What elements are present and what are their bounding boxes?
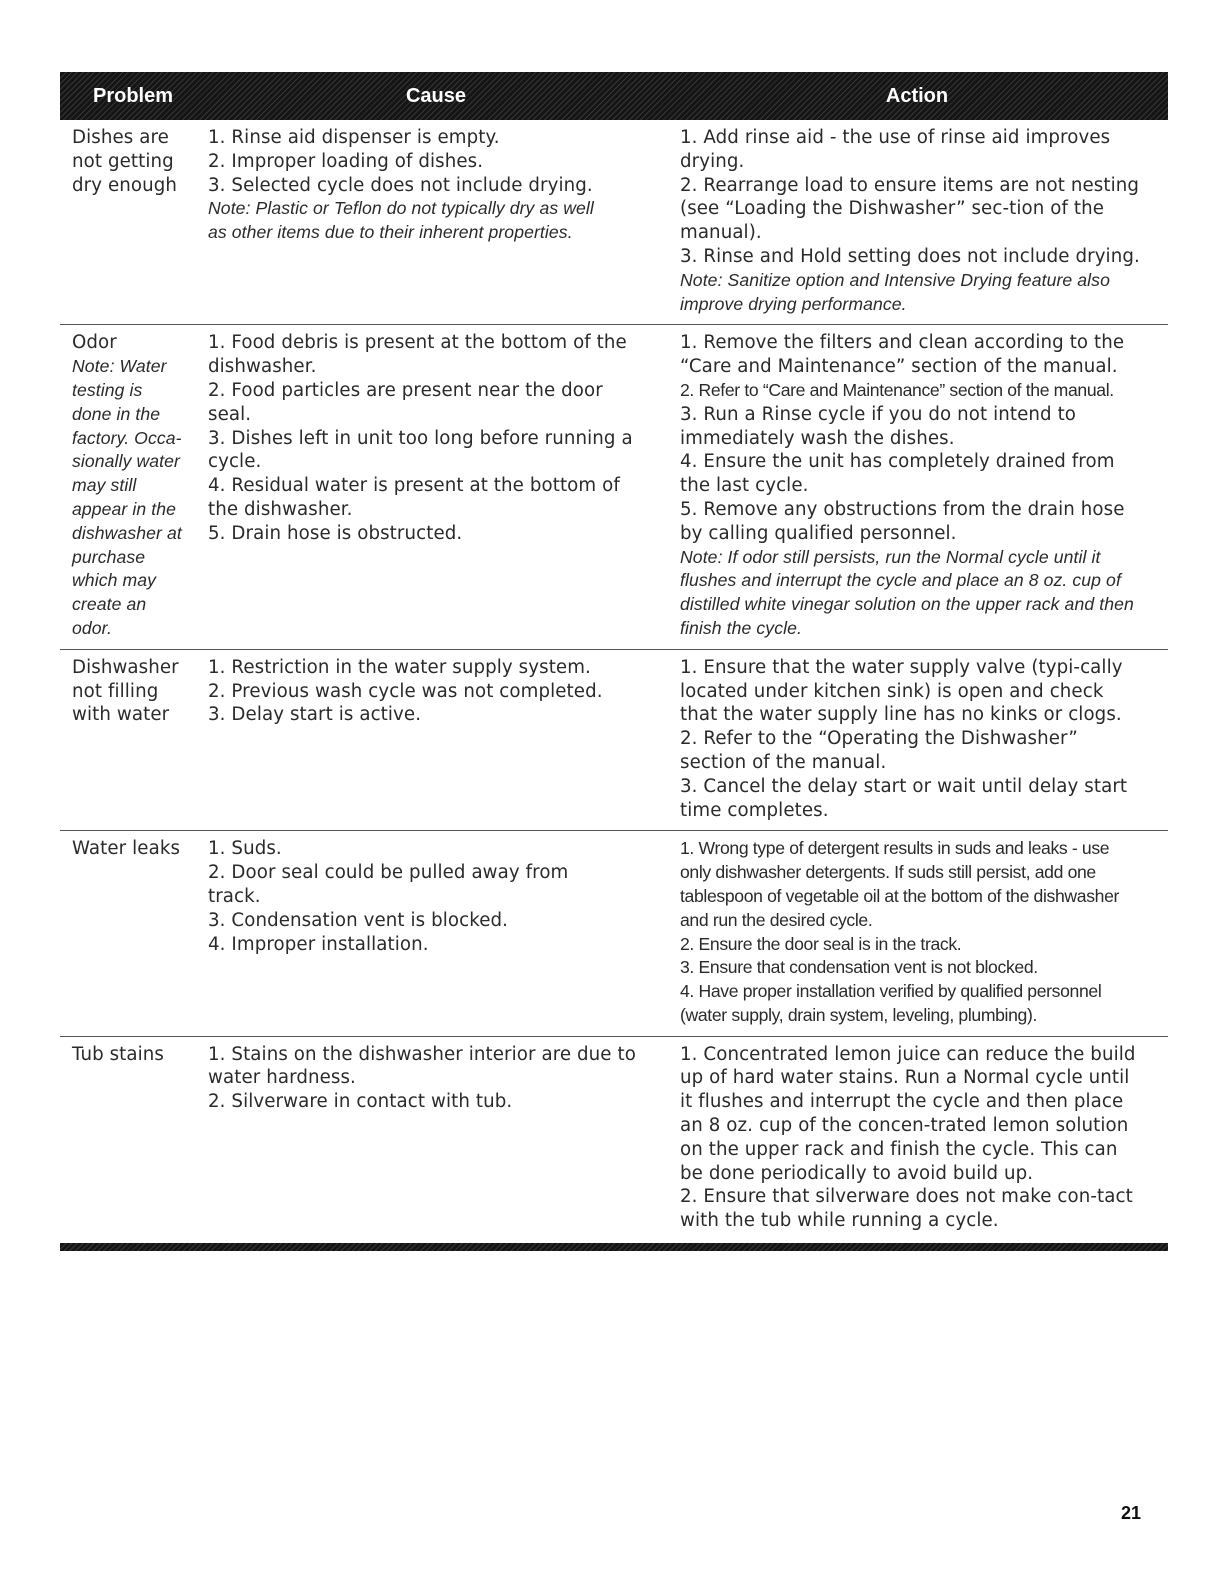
- action-cell: [680, 331, 1168, 640]
- cause-item: 1. Restriction in the water supply system.: [208, 656, 591, 678]
- action-item: 2. Ensure the door seal is in the track.: [680, 933, 962, 954]
- action-item: 1. Add rinse aid - the use of rinse aid improves drying.: [680, 127, 1111, 172]
- header-action: Action: [885, 84, 949, 107]
- table-row: [60, 831, 1168, 1036]
- problem-text: dry enough: [72, 174, 178, 196]
- action-item: 2. Refer to the “Operating the Dishwasher” section of the manual.: [680, 728, 1078, 773]
- action-item: 1. Remove the filters and clean according to the “Care and Maintenance” section of the manual.: [680, 332, 1125, 378]
- cause-item: 1. Stains on the dishwasher interior are due to water hardness.: [208, 1043, 636, 1089]
- cause-item: 4. Residual water is present at the bottom of the dishwasher.: [208, 475, 620, 520]
- problem-cell: [60, 331, 208, 640]
- header-problem: Problem: [92, 84, 174, 107]
- problem-text: Water leaks: [72, 838, 181, 860]
- header-cause: Cause: [405, 84, 467, 107]
- action-item: 1. Wrong type of detergent results in suds and leaks - use only dishwasher detergents. If suds still persist, add one tablespoon of vegetable oil at the bottom of the dishwasher and run the desired cycle.: [680, 838, 1120, 930]
- problem-text: Tub stains: [72, 1043, 165, 1065]
- cause-note: as other items due to their inherent properties.: [208, 222, 573, 243]
- problem-note: dishwasher at: [72, 522, 182, 543]
- table-row: [60, 120, 1168, 325]
- cause-cell: [208, 1043, 680, 1233]
- problem-text: Odor: [72, 332, 117, 354]
- action-cell: [680, 656, 1168, 823]
- problem-text: not getting: [72, 150, 174, 172]
- cause-item: 2. Door seal could be pulled away from track.: [208, 862, 569, 907]
- cause-cell: [208, 837, 680, 1027]
- action-item: 4. Ensure the unit has completely drained from the last cycle.: [680, 451, 1115, 497]
- table-row: [60, 650, 1168, 832]
- cause-item: 1. Rinse aid dispenser is empty.: [208, 127, 500, 148]
- problem-note: may still: [72, 475, 137, 496]
- problem-note: appear in the: [72, 498, 177, 519]
- action-item: 1. Concentrated lemon juice can reduce the build up of hard water stains. Run a Normal cycle until it flushes and interrupt the cycle and then place an 8 oz. cup of the concen-trated lemon solution on the upper rack and finish the cycle. This can be done periodically to avoid build up.: [680, 1043, 1136, 1184]
- action-cell: [680, 126, 1168, 316]
- problem-cell: [60, 126, 208, 316]
- problem-note: testing is: [72, 379, 143, 400]
- action-item: 3. Rinse and Hold setting does not include drying.: [680, 245, 1140, 267]
- table-row: [60, 1037, 1168, 1241]
- problem-text: not filling: [72, 680, 159, 702]
- problem-cell: [60, 656, 208, 823]
- action-note: Note: Sanitize option and Intensive Drying feature also improve drying performance.: [680, 269, 1110, 314]
- action-item: 4. Have proper installation verified by qualified personnel (water supply, drain system, leveling, plumbing).: [680, 981, 1102, 1025]
- problem-text: Dishes are: [72, 127, 169, 148]
- problem-note: odor.: [72, 617, 112, 638]
- action-item: 3. Cancel the delay start or wait until delay start time completes.: [680, 775, 1128, 821]
- problem-note: done in the: [72, 403, 161, 424]
- troubleshooting-table: [60, 72, 1168, 1251]
- problem-note: which may: [72, 570, 157, 591]
- action-cell: [680, 837, 1168, 1027]
- problem-text: Dishwasher: [72, 656, 179, 678]
- problem-note: create an: [72, 594, 147, 615]
- cause-item: 3. Dishes left in unit too long before running a cycle.: [208, 427, 633, 473]
- action-item: 1. Ensure that the water supply valve (typi-cally located under kitchen sink) is open and check that the water supply line has no kinks or clogs.: [680, 656, 1123, 726]
- cause-note: Note: Plastic or Teflon do not typically dry as well: [208, 198, 594, 219]
- action-note: Note: If odor still persists, run the Normal cycle until it flushes and interrupt the cycle and place an 8 oz. cup of distilled white vinegar solution on the upper rack and then finish the cycle.: [680, 546, 1134, 638]
- cause-item: 2. Silverware in contact with tub.: [208, 1091, 513, 1113]
- problem-note: sionally water: [72, 451, 180, 472]
- problem-cell: [60, 837, 208, 1027]
- table-bottom-bar: [60, 1243, 1168, 1251]
- problem-note: Note: Water: [72, 356, 167, 377]
- cause-cell: [208, 331, 680, 640]
- action-item: 2. Rearrange load to ensure items are not nesting (see “Loading the Dishwasher” sec-tion of the manual).: [680, 174, 1140, 244]
- problem-cell: [60, 1043, 208, 1233]
- cause-item: 3. Delay start is active.: [208, 704, 422, 726]
- table-header: [60, 72, 1168, 120]
- cause-cell: [208, 656, 680, 823]
- action-item: 3. Run a Rinse cycle if you do not intend to immediately wash the dishes.: [680, 403, 1077, 449]
- action-item: 2. Refer to “Care and Maintenance” section of the manual.: [680, 379, 1114, 400]
- cause-item: 2. Previous wash cycle was not completed.: [208, 680, 603, 702]
- action-item: 5. Remove any obstructions from the drain hose by calling qualified personnel.: [680, 498, 1125, 544]
- cause-cell: [208, 126, 680, 316]
- page-number: 21: [1120, 1503, 1141, 1523]
- action-item: 2. Ensure that silverware does not make con-tact with the tub while running a cycle.: [680, 1186, 1133, 1232]
- table-row: [60, 325, 1168, 649]
- cause-item: 1. Food debris is present at the bottom of the dishwasher.: [208, 332, 627, 378]
- action-item: 3. Ensure that condensation vent is not blocked.: [680, 957, 1038, 978]
- cause-item: 4. Improper installation.: [208, 933, 429, 955]
- cause-item: 1. Suds.: [208, 838, 282, 860]
- cause-item: 2. Food particles are present near the door seal.: [208, 379, 603, 425]
- problem-note: purchase: [72, 546, 146, 567]
- problem-text: with water: [72, 704, 170, 726]
- problem-note: factory. Occa-: [72, 427, 182, 448]
- cause-item: 3. Selected cycle does not include drying.: [208, 174, 593, 196]
- cause-item: 3. Condensation vent is blocked.: [208, 909, 509, 931]
- action-cell: [680, 1043, 1168, 1233]
- cause-item: 5. Drain hose is obstructed.: [208, 522, 463, 544]
- cause-item: 2. Improper loading of dishes.: [208, 150, 484, 172]
